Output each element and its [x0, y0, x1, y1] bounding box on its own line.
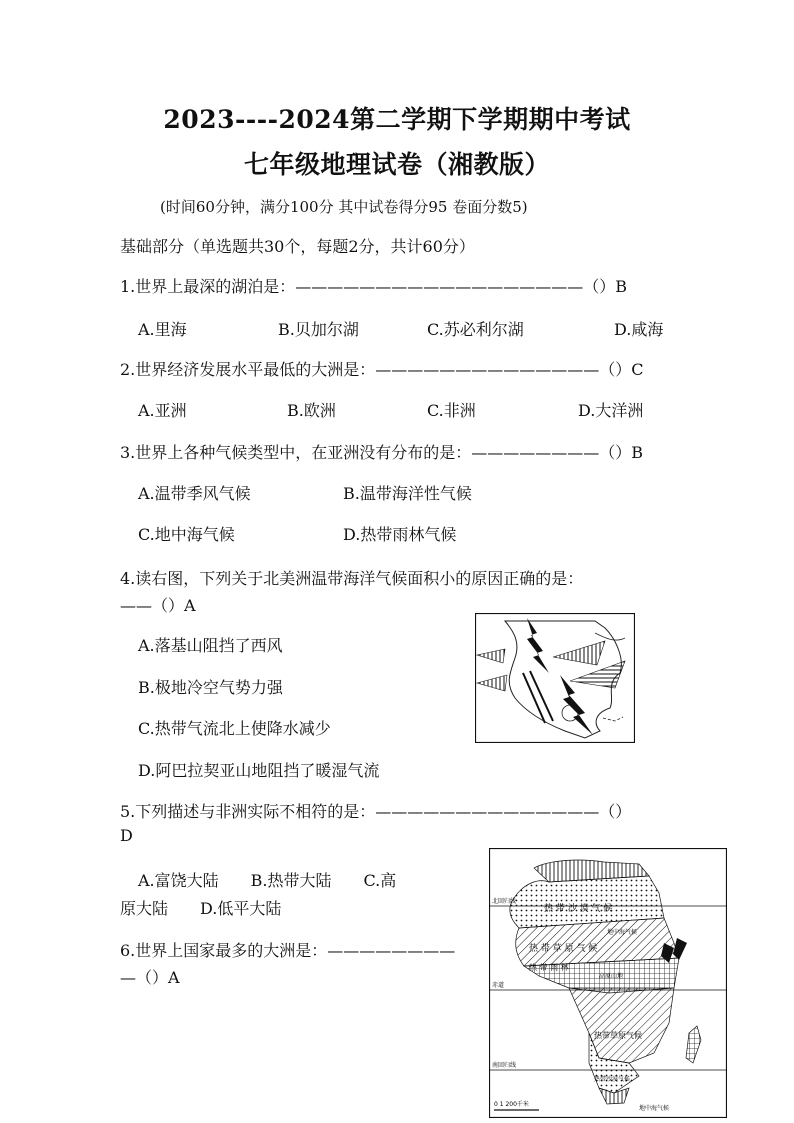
question-2-stem: 2.世界经济发展水平最低的大洲是：——————————————（）C: [120, 360, 644, 379]
question-1-option-b: B.贝加尔湖: [278, 320, 359, 339]
exam-title: 2023----2024第二学期下学期期中考试: [163, 105, 631, 134]
question-5-stem: 5.下列描述与非洲实际不相符的是：——————————————（）: [120, 802, 632, 821]
label-savanna-north: 热 带 草 原 气 候: [529, 944, 598, 954]
question-4-option-c: C.热带气流北上使降水减少: [138, 719, 331, 738]
question-4-option-d: D.阿巴拉契亚山地阻挡了暖湿气流: [138, 761, 380, 780]
question-4-stem: 4.读右图，下列关于北美洲温带海洋气候面积小的原因正确的是：: [120, 569, 584, 588]
question-3-option-d: D.热带雨林气候: [343, 525, 457, 544]
question-4-stem-continued: ——（）A: [120, 596, 196, 615]
exam-info: (时间60分钟，满分100分 其中试卷得分95 卷面分数5): [160, 198, 528, 216]
label-mediterranean-north: 地中海气候: [607, 929, 638, 936]
label-highland: 高原山地: [599, 973, 624, 980]
section-heading: 基础部分（单选题共30个，每题2分，共计60分）: [120, 237, 475, 256]
africa-climate-map: [489, 848, 727, 1118]
question-2-option-a: A.亚洲: [138, 401, 187, 420]
question-5-options-line1: A.富饶大陆 B.热带大陆 C.高: [138, 871, 397, 890]
label-tropic-north: 北回归线: [492, 898, 517, 905]
label-mediterranean-south: 地中海气候: [639, 1105, 670, 1112]
label-tropic-south: 南回归线: [492, 1062, 517, 1069]
question-3-option-b: B.温带海洋性气候: [343, 484, 472, 503]
question-3-stem: 3.世界上各种气候类型中，在亚洲没有分布的是：————————（）B: [120, 443, 644, 462]
question-2-option-d: D.大洋洲: [578, 401, 644, 420]
question-1-option-d: D.咸海: [614, 320, 664, 339]
question-3-option-c: C.地中海气候: [138, 525, 235, 544]
label-equator: 赤道: [492, 982, 505, 989]
question-4-option-a: A.落基山阻挡了西风: [138, 636, 283, 655]
label-desert-south: 热带沙漠气候: [594, 1076, 631, 1083]
north-america-map: [475, 613, 635, 743]
question-2-option-c: C.非洲: [427, 401, 476, 420]
question-6-stem-continued: —（）A: [120, 968, 180, 987]
question-1-option-c: C.苏必利尔湖: [427, 320, 524, 339]
question-2-option-b: B.欧洲: [287, 401, 336, 420]
label-desert-north: 热 带 沙 漠 气 候: [544, 904, 613, 914]
label-rainforest: 热 带 雨 林: [529, 963, 569, 972]
exam-subtitle: 七年级地理试卷（湘教版）: [243, 150, 550, 179]
label-scale: 0 1 200千米: [494, 1101, 529, 1108]
label-savanna-south: 热带草原气候: [594, 1031, 642, 1040]
question-5-options-line2: 原大陆 D.低平大陆: [120, 899, 282, 918]
question-1-stem: 1.世界上最深的湖泊是：——————————————————（）B: [120, 277, 628, 296]
question-3-option-a: A.温带季风气候: [138, 484, 251, 503]
question-1-option-a: A.里海: [138, 320, 187, 339]
question-6-stem: 6.世界上国家最多的大洲是：————————: [120, 941, 456, 960]
question-4-option-b: B.极地冷空气势力强: [138, 678, 283, 697]
question-5-stem-continued: D: [120, 826, 133, 845]
